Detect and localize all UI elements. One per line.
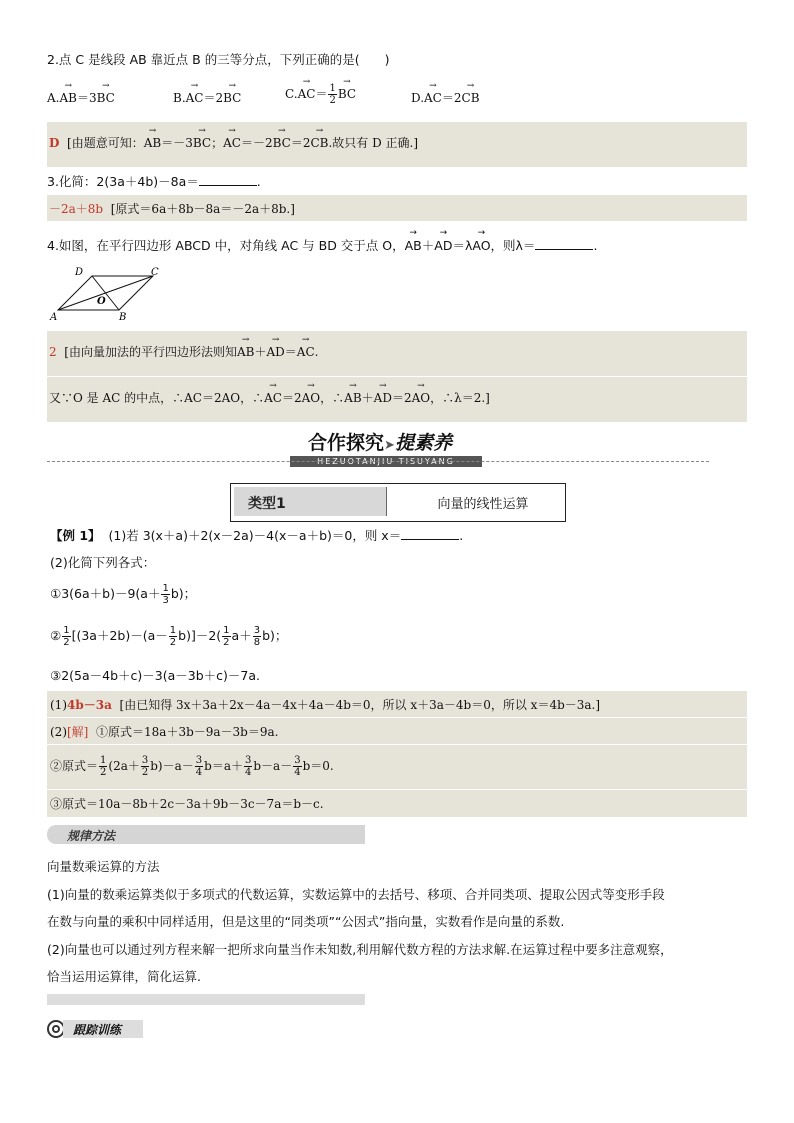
method-p2-line2: 恰当运用运算律，简化运算.	[47, 969, 201, 984]
point-o-label: O	[97, 296, 106, 307]
example-item-1: ①3(6a＋b)－9(a＋ $\frac{1}{3}$ b)；	[50, 583, 197, 606]
type-tag: 类型1	[234, 487, 387, 516]
q4-solution-line-1: 2 [由向量加法的平行四边形法则知→ AB＋→ AD＝→ AC.	[49, 343, 318, 360]
q2-answer: D	[49, 136, 60, 150]
vertex-a-label: A	[50, 312, 58, 323]
example-solution-3: ②原式＝ $\frac{1}{2}$ (2a＋ $\frac{3}{2}$ b)－a－ $\frac{3}{4}$ b＝a＋ $\frac{3}{4}$ b－a－ $\frac{3}{4}$ b＝0.	[50, 755, 334, 778]
type-name: 向量的线性运算	[437, 497, 529, 512]
q4-solution-line-2: 又∵O 是 AC 的中点，∴AC＝2AO，∴→ AC＝2→ AO，∴→ AB＋→ AD＝2→ AO，∴λ＝2.]	[49, 389, 490, 406]
section-banner	[290, 428, 490, 468]
example-solution-1: (1)4b－3a [由已知得 3x＋3a＋2x－4a－4x＋4a－4b＝0，所以 x＋3a－4b＝0，所以 x＝4b－3a.]	[50, 698, 601, 712]
question-4-stem: 4.如图，在平行四边形 ABCD 中，对角线 AC 与 BD 交于点 O，→ AB＋→ AD＝λ→ AO，则λ＝ .	[47, 236, 597, 254]
q2-option-b: B.→ AC＝2→ BC	[173, 89, 241, 106]
example-solution-2: (2)[解] ①原式＝18a＋3b－9a－3b＝9a.	[50, 725, 279, 739]
vertex-b-label: B	[119, 312, 127, 323]
q2-option-d: D.→ AC＝2→ CB	[411, 89, 480, 106]
method-p2-line1: (2)向量也可以通过列方程来解一把所求向量当作未知数,利用解代数方程的方法求解.在运算过程中要多注意观察，	[47, 942, 673, 957]
question-3-stem: 3.化简：2(3a＋4b)－8a＝ .	[47, 174, 261, 189]
section-title: 合作探究➤提素养	[308, 432, 452, 454]
example-1-part-1: 【例 1】 (1)若 3(x＋a)＋2(x－2a)－4(x－a＋b)＝0，则 x＝ .	[50, 528, 464, 543]
section-divider	[47, 461, 709, 462]
example-1-part-2: (2)化简下列各式：	[50, 555, 156, 570]
method-end-bar	[47, 994, 365, 1005]
method-title: 向量数乘运算的方法	[47, 859, 160, 874]
q2-solution: D [由题意可知：→ AB＝－3→ BC；→ AC＝－2→ BC＝2→ CB.故只有 D 正确.]	[49, 134, 418, 151]
answer-blank	[401, 529, 459, 540]
example-label: 【例 1】	[50, 528, 101, 543]
vertex-c-label: C	[151, 267, 159, 278]
jie-tag: [解]	[67, 725, 89, 739]
training-label: 跟踪训练	[47, 1019, 147, 1039]
q2-option-c: C.→ AC＝ $\frac{1}{2}$ → BC	[285, 83, 356, 106]
q3-solution: －2a＋8b [原式＝6a＋8b－8a＝－2a＋8b.]	[49, 202, 295, 216]
example-answer: 4b－3a	[67, 698, 112, 712]
q2-option-a: A.→ AB＝3→ BC	[47, 89, 115, 106]
q4-answer: 2	[49, 345, 57, 359]
question-2-stem: 2.点 C 是线段 AB 靠近点 B 的三等分点，下列正确的是( )	[47, 52, 390, 67]
example-item-2: ② $\frac{1}{2}$ [(3a＋2b)－(a－ $\frac{1}{2}$ b)]－2( $\frac{1}{2}$ a＋ $\frac{3}{8}$ b)；	[50, 625, 288, 648]
section-subtitle: HEZUOTANJIU TISUYANG	[290, 456, 482, 467]
answer-blank	[535, 239, 593, 250]
method-label: 规律方法	[47, 825, 365, 844]
answer-blank	[199, 175, 257, 186]
example-solution-4: ③原式＝10a－8b＋2c－3a＋9b－3c－7a＝b－c.	[50, 797, 324, 811]
type-box	[230, 483, 566, 522]
example-item-3: ③2(5a－4b＋c)－3(a－3b＋c)－7a.	[50, 668, 260, 683]
vertex-d-label: D	[75, 267, 84, 278]
q3-answer: －2a＋8b	[49, 202, 104, 216]
parallelogram-figure	[47, 265, 167, 325]
method-p1-line1: (1)向量的数乘运算类似于多项式的代数运算，实数运算中的去括号、移项、合并同类项、提取公因式等变形手段	[47, 887, 665, 902]
method-p1-line2: 在数与向量的乘积中同样适用，但是这里的“同类项”“公因式”指向量，实数看作是向量的系数.	[47, 914, 565, 929]
